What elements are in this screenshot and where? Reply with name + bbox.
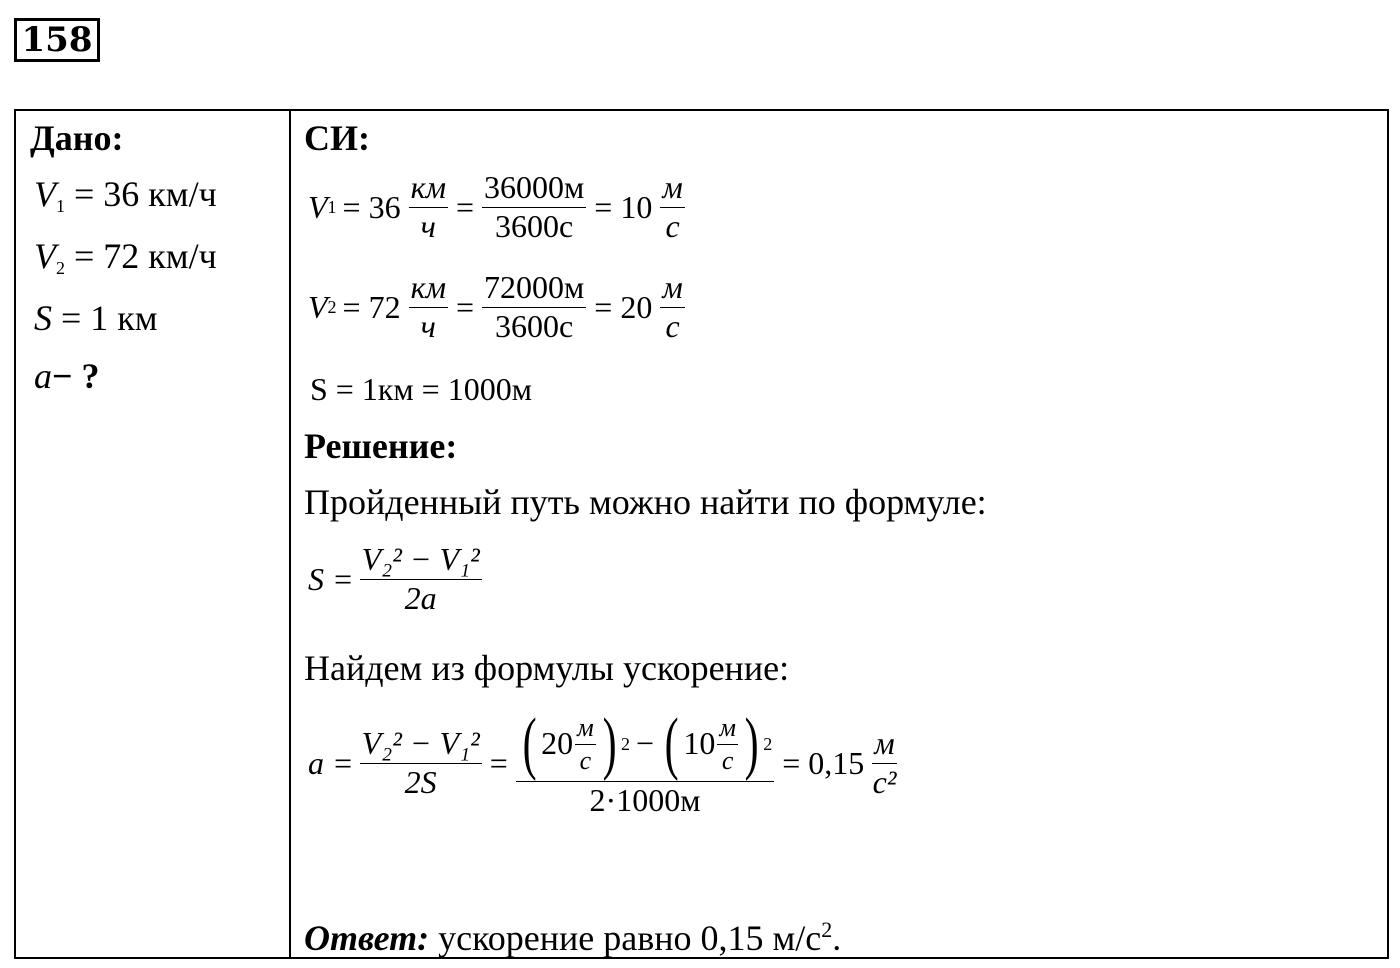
solution-table [14,109,1389,959]
formula-a: a = $\frac{\text{V₂² − V₁²}}{2S}$ = ( 20 $\frac{м}{с}$ ) 2 − ( 10 $\frac{м}{с}$ ) 2 2·1000м = 0,15 $\frac{м}{\text{с²}}$ [308,705,897,818]
si-v1-formula: V 1 = 36 $\frac{км}{ч}$ = $\frac{36000м}{3600с}$ = 10 $\frac{м}{с}$ [308,169,683,244]
si-s-formula: S = 1км = 1000м [310,371,532,407]
given-s: S = 1 км [34,298,158,338]
given-heading: Дано: [30,118,124,158]
solution-line-1: Пройденный путь можно найти по формуле: [304,482,987,522]
answer: Ответ: ускорение равно 0,15 $м/с^2$. [304,917,842,958]
column-divider [289,111,291,957]
given-v2: $V_2 = 72$ км/ч [34,236,217,278]
formula-s: S = $\frac{\text{V₂² − V₁²}}{2a}$ [308,541,480,616]
si-heading: СИ: [304,118,370,158]
solution-heading: Решение: [304,426,458,466]
solution-line-2: Найдем из формулы ускорение: [304,648,790,688]
given-find: a− ? [34,356,100,396]
problem-number: 158 [14,18,100,62]
given-v1: $V_1 = 36$ км/ч [34,174,217,216]
si-v2-formula: V 2 = 72 $\frac{км}{ч}$ = $\frac{72000м}{3600с}$ = 20 $\frac{м}{с}$ [308,269,683,344]
